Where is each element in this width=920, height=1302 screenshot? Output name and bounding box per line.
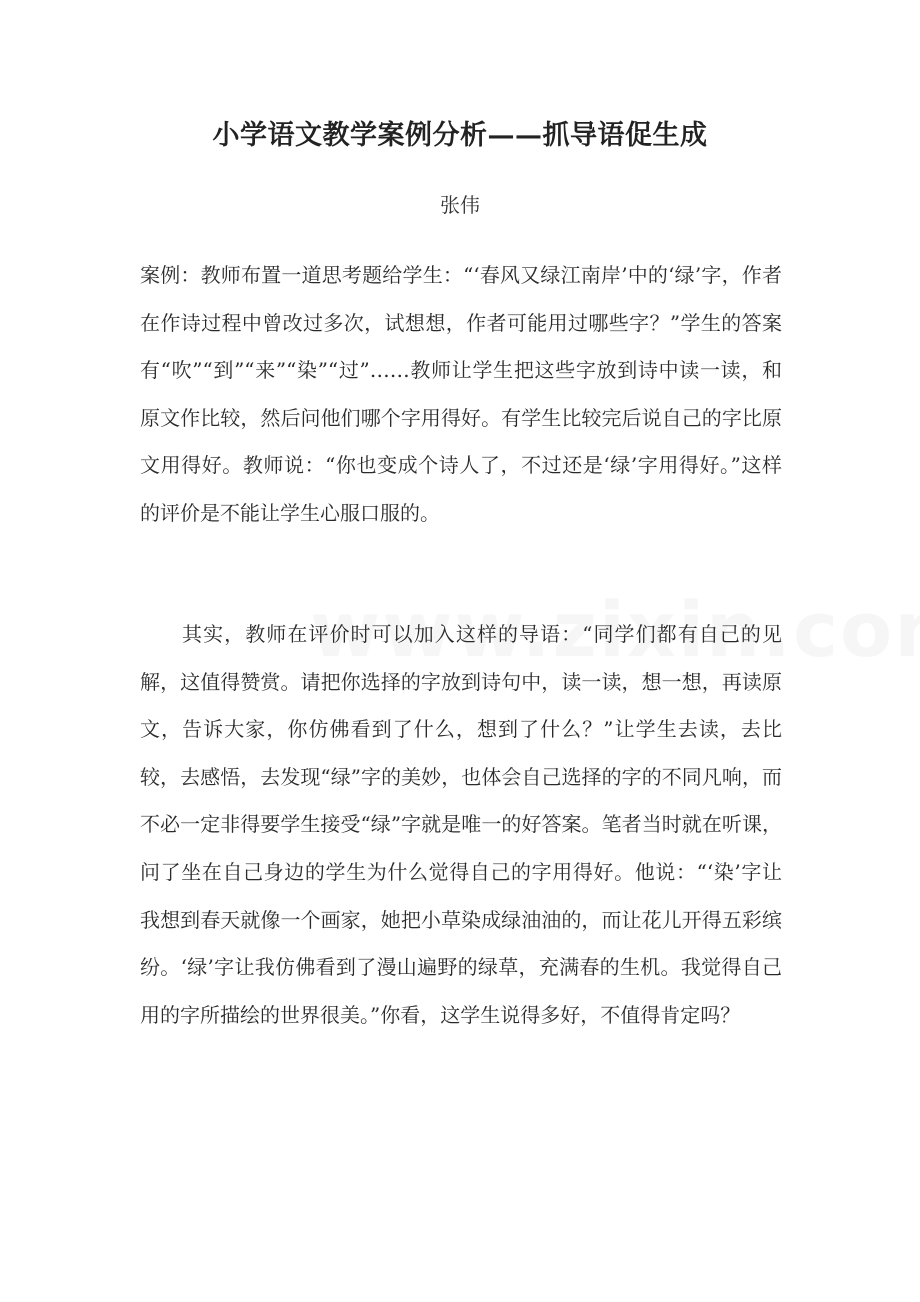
- paragraph-analysis: 其实，教师在评价时可以加入这样的导语：“同学们都有自己的见解，这值得赞赏。请把你选择的字放到诗句中，读一读，想一想，再读原文，告诉大家，你仿佛看到了什么，想到了什么？”让学生去读，去比较，去感悟，去发现“绿”字的美妙，也体会自己选择的字的不同凡响，而不必一定非得要学生接受“绿”字就是唯一的好答案。笔者当时就在听课，问了坐在自己身边的学生为什么觉得自己的字用得好。他说：“‘染’字让我想到春天就像一个画家，她把小草染成绿油油的，而让花儿开得五彩缤纷。‘绿’字让我仿佛看到了漫山遍野的绿草，充满春的生机。我觉得自己用的字所描绘的世界很美。”你看，这学生说得多好，不值得肯定吗？: [140, 622, 782, 1027]
- paragraph-case: 案例：教师布置一道思考题给学生：“‘春风又绿江南岸’中的‘绿’字，作者在作诗过程中曾改过多次，试想想，作者可能用过哪些字？”学生的答案有“吹”“到”“来”“染”“过”……教师让学生把这些字放到诗中读一读，和原文作比较，然后问他们哪个字用得好。有学生比较完后说自己的字比原文用得好。教师说：“你也变成个诗人了，不过还是‘绿’字用得好。”这样的评价是不能让学生心服口服的。: [140, 263, 782, 525]
- author-name: 张伟: [440, 193, 480, 217]
- document-title: 小学语文教学案例分析——抓导语促生成: [212, 120, 708, 151]
